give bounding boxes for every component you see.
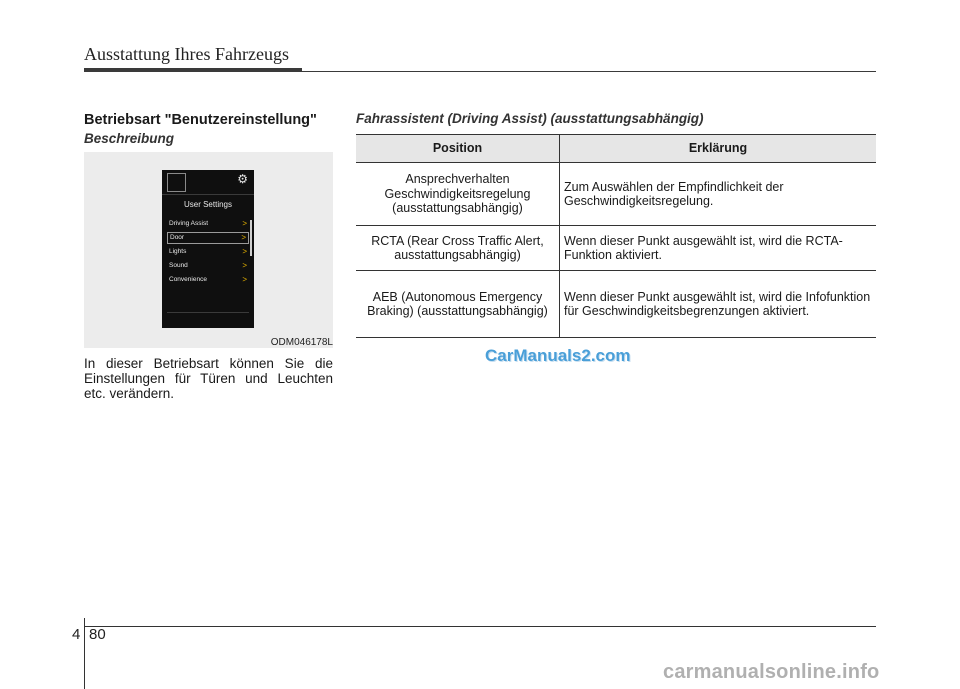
body-text: In dieser Betriebsart können Sie die Einstellungen für Türen und Leuchten etc. verändern. [84, 356, 333, 401]
table-cell-explanation: Wenn dieser Punkt ausgewählt ist, wird die RCTA-Funktion aktiviert. [564, 233, 843, 262]
site-watermark: carmanualsonline.info [663, 661, 880, 683]
footer-rule [84, 626, 876, 627]
screen-divider [162, 194, 254, 195]
watermark-link[interactable]: CarManuals2.com [485, 346, 631, 365]
menu-item-label: Lights [169, 248, 187, 255]
chevron-right-icon: > [242, 275, 247, 284]
figure-code: ODM046178L [270, 337, 333, 348]
page-number: 80 [89, 626, 106, 643]
footer-divider [84, 618, 85, 689]
menu-item-label: Door [170, 234, 185, 241]
menu-item-lights [167, 246, 249, 258]
chapter-number: 4 [72, 626, 81, 643]
table-header-row [356, 135, 876, 163]
table-cell-position: RCTA (Rear Cross Traffic Alert, ausstattungsabhängig) [356, 226, 560, 270]
home-icon [167, 173, 186, 192]
table-row [356, 163, 876, 226]
settings-menu [167, 218, 249, 288]
page-header-title: Ausstattung Ihres Fahrzeugs [84, 44, 289, 64]
table-cell-explanation: Wenn dieser Punkt ausgewählt ist, wird die Infofunktion für Geschwindigkeitsbegrenzungen aktiviert. [564, 289, 871, 318]
menu-item-door [167, 232, 249, 244]
user-settings-figure [84, 152, 333, 348]
menu-item-convenience [167, 274, 249, 286]
table-cell-explanation: Zum Auswählen der Empfindlichkeit der Geschwindigkeitsregelung. [564, 179, 784, 208]
chevron-right-icon: > [242, 261, 247, 270]
section-subheading: Beschreibung [84, 131, 175, 146]
header-rule [84, 71, 876, 72]
column-header-explanation: Erklärung [688, 141, 748, 155]
table-caption: Fahrassistent (Driving Assist) (ausstattungsabhängig) [356, 111, 704, 126]
table-cell-position: Ansprechverhalten Geschwindigkeitsregelung (ausstattungsabhängig) [356, 163, 560, 225]
chevron-right-icon: > [241, 233, 246, 242]
table-row [356, 226, 876, 271]
screen-bottom-divider [167, 312, 249, 313]
table-cell-position: AEB (Autonomous Emergency Braking) (ausstattungsabhängig) [356, 271, 560, 337]
table-row [356, 271, 876, 338]
screen-scrollbar [250, 220, 252, 256]
screen-title: User Settings [183, 200, 233, 209]
column-header-position: Position [356, 135, 560, 162]
menu-item-driving-assist [167, 218, 249, 230]
display-screen [162, 170, 254, 328]
chevron-right-icon: > [242, 219, 247, 228]
gear-icon: ⚙ [237, 172, 248, 186]
menu-item-sound [167, 260, 249, 272]
menu-item-label: Sound [169, 262, 188, 269]
settings-table [356, 134, 876, 338]
section-heading: Betriebsart "Benutzereinstellung" [84, 112, 317, 128]
menu-item-label: Convenience [169, 276, 207, 283]
menu-item-label: Driving Assist [169, 220, 209, 227]
chevron-right-icon: > [242, 247, 247, 256]
